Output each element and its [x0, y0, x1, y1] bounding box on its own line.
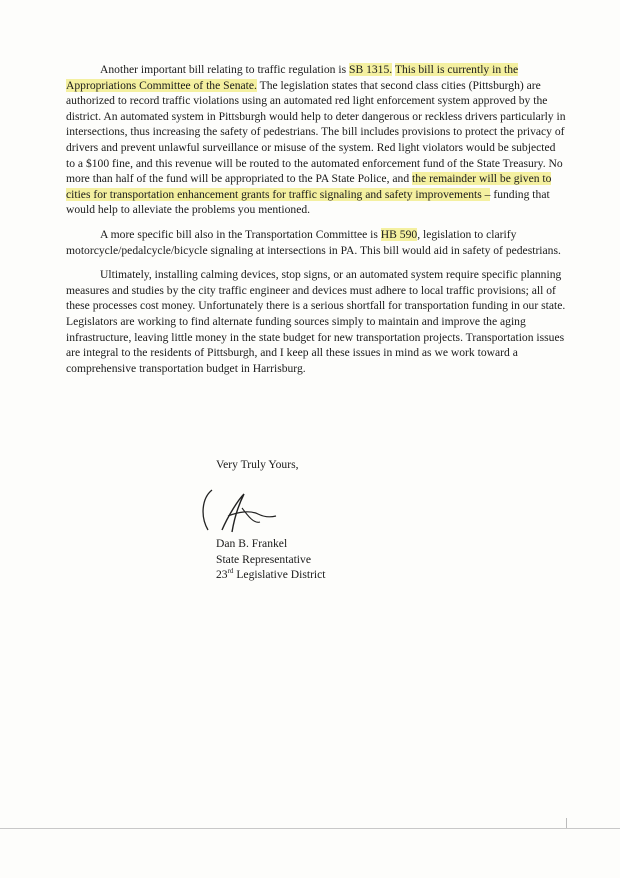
p2-text-2: , legislation to clarify motorcycle/pedalcycle/bicycle signaling at intersections in PA. This bill would aid in safety of pedestrians.: [66, 227, 561, 257]
letter-body: [66, 62, 566, 385]
paragraph-sb1315: [66, 62, 566, 218]
highlight-sb1315: SB 1315.: [349, 63, 393, 76]
district-ordinal: rd: [227, 567, 234, 576]
scan-mark: [566, 818, 575, 828]
district-label: Legislative District: [233, 568, 326, 582]
p2-text-1: A more specific bill also in the Transportation Committee is: [100, 227, 381, 241]
p1-text-3: The legislation states that second class cities (Pittsburgh) are authorized to record traffic violations using an automated red light enforcement system approved by the district. An automated system in Pittsburgh would help to deter dangerous or reckless drivers particularly in intersections, thus increasing the safety of pedestrians. The bill includes provisions to protect the privacy of drivers and prevent unlawful surveillance or misuse of the system. Red light violators would be subjected to a $100 fine, and this revenue will be routed to the automated enforcement fund of the State Treasury. No more than half of the fund will be appropriated to the PA State Police, and: [66, 78, 566, 186]
signer-district: [216, 567, 326, 583]
paragraph-ultimately: Ultimately, installing calming devices, stop signs, or an automated system require specific planning measures and studies by the city traffic engineer and devices must adhere to local traffic provisions; all of these processes cost money. Unfortunately there is a serious shortfall for transportation funding in our state. Legislators are working to find alternate funding sources simply to maintain and improve the aging infrastructure, leaving little money in the state budget for new transportation projects. Transportation issues are integral to the residents of Pittsburgh, and I keep all these issues in mind as we work toward a comprehensive transportation budget in Harrisburg.: [66, 268, 566, 375]
highlight-remainder: the remainder will be given to cities for transportation enhancement grants for traffic signaling and safety improvements –: [66, 172, 552, 201]
signature-image: [198, 486, 298, 536]
district-number: 23: [216, 568, 228, 582]
closing-salutation: Very Truly Yours,: [216, 458, 299, 471]
signer-title: State Representative: [216, 552, 311, 566]
p1-text-1: Another important bill relating to traffic regulation is: [100, 63, 349, 76]
signature-block: [216, 536, 326, 583]
paragraph-hb590: [66, 227, 566, 258]
p1-text-4: funding that would help to alleviate the problems you mentioned.: [66, 187, 550, 217]
highlight-hb590: HB 590: [380, 227, 418, 241]
highlight-appropriations: This bill is currently in the Appropriations Committee of the Senate.: [66, 63, 519, 92]
footer-divider: [0, 828, 620, 829]
signer-name: Dan B. Frankel: [216, 537, 288, 550]
